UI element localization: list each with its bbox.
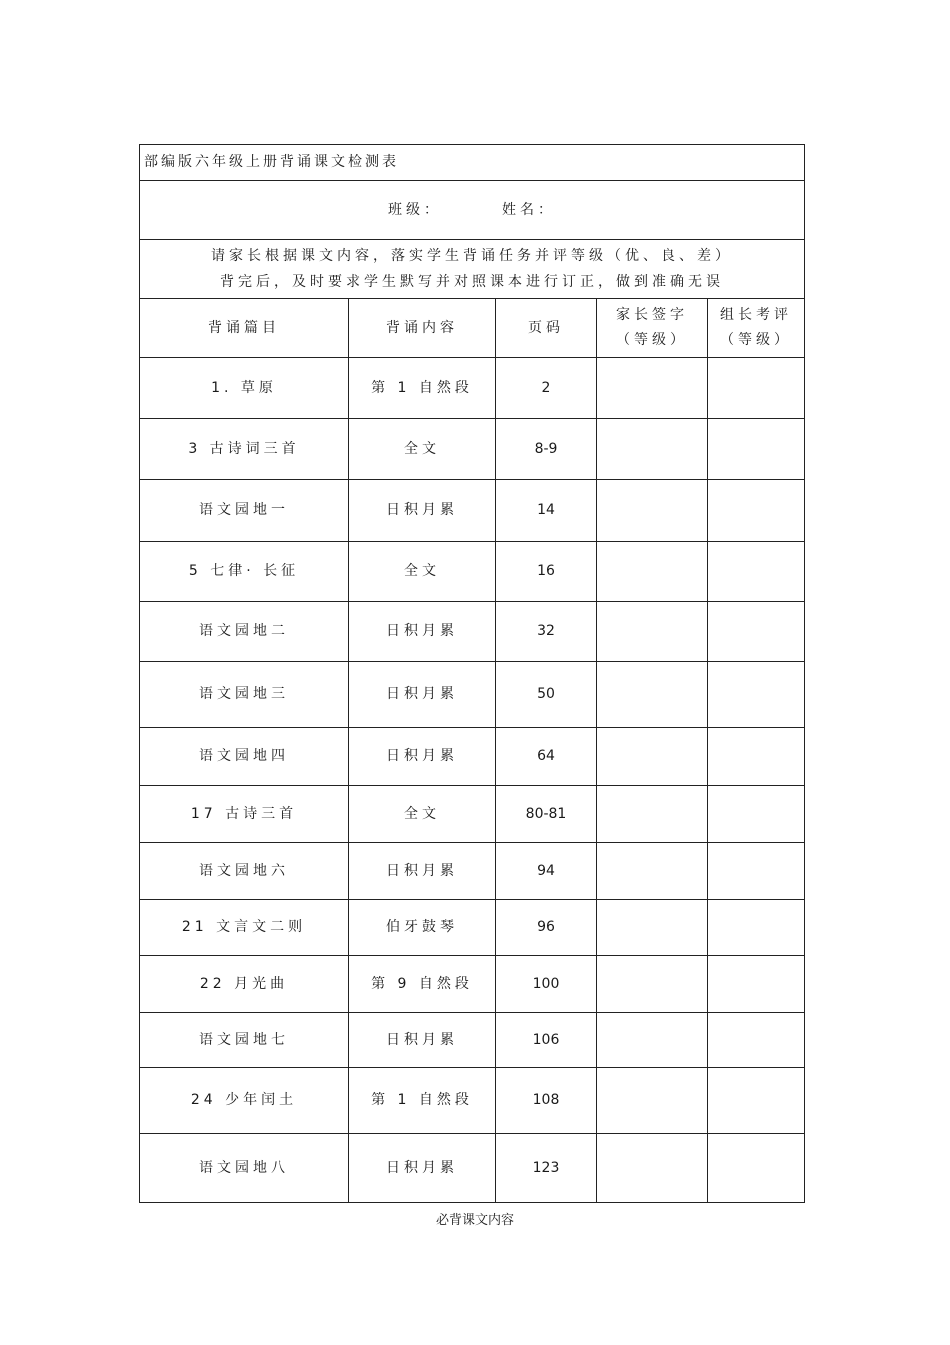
row-content: 日积月累 <box>349 480 496 542</box>
row-page: 123 <box>496 1134 597 1203</box>
parent-sign-cell[interactable] <box>597 1013 708 1068</box>
sheet-title: 部编版六年级上册背诵课文检测表 <box>140 145 805 181</box>
row-content: 日积月累 <box>349 843 496 900</box>
row-item: 语文园地一 <box>140 480 349 542</box>
table-row <box>140 419 805 480</box>
row-item: 3 古诗词三首 <box>140 419 349 480</box>
parent-sign-cell[interactable] <box>597 419 708 480</box>
row-content: 第 1 自然段 <box>349 358 496 419</box>
table-row <box>140 602 805 662</box>
leader-eval-cell[interactable] <box>708 956 805 1013</box>
parent-sign-cell[interactable] <box>597 728 708 786</box>
row-page: 8-9 <box>496 419 597 480</box>
row-page: 14 <box>496 480 597 542</box>
row-item: 24 少年闰土 <box>140 1068 349 1134</box>
row-item: 语文园地二 <box>140 602 349 662</box>
row-item: 语文园地六 <box>140 843 349 900</box>
table-row <box>140 1068 805 1134</box>
table-row <box>140 900 805 956</box>
parent-sign-cell[interactable] <box>597 602 708 662</box>
leader-eval-cell[interactable] <box>708 480 805 542</box>
header-row <box>140 299 805 358</box>
header-leader-eval: 组长考评 （等级） <box>708 299 805 358</box>
name-label: 姓名： <box>502 201 556 218</box>
table-row <box>140 786 805 843</box>
table-row <box>140 358 805 419</box>
footer-caption: 必背课文内容 <box>435 1213 514 1228</box>
parent-sign-cell[interactable] <box>597 900 708 956</box>
parent-sign-cell[interactable] <box>597 956 708 1013</box>
row-content: 日积月累 <box>349 602 496 662</box>
class-name-row <box>140 181 805 240</box>
row-item: 语文园地七 <box>140 1013 349 1068</box>
row-page: 64 <box>496 728 597 786</box>
row-page: 96 <box>496 900 597 956</box>
row-page: 2 <box>496 358 597 419</box>
leader-eval-cell[interactable] <box>708 1013 805 1068</box>
row-item: 语文园地四 <box>140 728 349 786</box>
row-content: 全文 <box>349 419 496 480</box>
row-content: 日积月累 <box>349 728 496 786</box>
row-content: 日积月累 <box>349 1013 496 1068</box>
recitation-table <box>139 144 805 1203</box>
row-content: 第 9 自然段 <box>349 956 496 1013</box>
row-page: 106 <box>496 1013 597 1068</box>
instruction-line-2: 背完后，及时要求学生默写并对照课本进行订正，做到准确无误 <box>220 274 724 290</box>
row-content: 日积月累 <box>349 662 496 728</box>
table-row <box>140 662 805 728</box>
row-item: 5 七律· 长征 <box>140 542 349 602</box>
table-row <box>140 480 805 542</box>
data-rows <box>140 358 805 1203</box>
table-row <box>140 843 805 900</box>
row-page: 50 <box>496 662 597 728</box>
parent-sign-cell[interactable] <box>597 1134 708 1203</box>
row-content: 全文 <box>349 542 496 602</box>
recitation-check-sheet <box>139 144 804 1203</box>
row-item: 17 古诗三首 <box>140 786 349 843</box>
row-item: 22 月光曲 <box>140 956 349 1013</box>
parent-sign-cell[interactable] <box>597 843 708 900</box>
title-row <box>140 145 805 181</box>
class-label: 班级： <box>388 201 442 218</box>
leader-eval-cell[interactable] <box>708 900 805 956</box>
leader-eval-cell[interactable] <box>708 542 805 602</box>
table-row <box>140 1134 805 1203</box>
parent-sign-cell[interactable] <box>597 662 708 728</box>
table-row <box>140 542 805 602</box>
row-content: 伯牙鼓琴 <box>349 900 496 956</box>
parent-sign-cell[interactable] <box>597 480 708 542</box>
parent-sign-cell[interactable] <box>597 786 708 843</box>
leader-eval-cell[interactable] <box>708 602 805 662</box>
leader-eval-cell[interactable] <box>708 843 805 900</box>
leader-eval-cell[interactable] <box>708 358 805 419</box>
header-item: 背诵篇目 <box>140 299 349 358</box>
row-page: 100 <box>496 956 597 1013</box>
row-item: 21 文言文二则 <box>140 900 349 956</box>
leader-eval-cell[interactable] <box>708 786 805 843</box>
leader-eval-cell[interactable] <box>708 728 805 786</box>
leader-eval-cell[interactable] <box>708 1068 805 1134</box>
instruction-line-1: 请家长根据课文内容，落实学生背诵任务并评等级（优、良、差） <box>211 248 733 264</box>
row-content: 日积月累 <box>349 1134 496 1203</box>
parent-sign-cell[interactable] <box>597 358 708 419</box>
leader-eval-cell[interactable] <box>708 419 805 480</box>
row-page: 94 <box>496 843 597 900</box>
row-item: 语文园地八 <box>140 1134 349 1203</box>
leader-eval-cell[interactable] <box>708 662 805 728</box>
leader-eval-cell[interactable] <box>708 1134 805 1203</box>
row-item: 1. 草原 <box>140 358 349 419</box>
row-content: 第 1 自然段 <box>349 1068 496 1134</box>
table-row <box>140 956 805 1013</box>
row-page: 16 <box>496 542 597 602</box>
parent-sign-cell[interactable] <box>597 1068 708 1134</box>
header-parent-sign: 家长签字 （等级） <box>597 299 708 358</box>
instructions-row <box>140 240 805 299</box>
row-page: 32 <box>496 602 597 662</box>
row-page: 108 <box>496 1068 597 1134</box>
table-row <box>140 728 805 786</box>
table-row <box>140 1013 805 1068</box>
row-item: 语文园地三 <box>140 662 349 728</box>
header-page: 页码 <box>496 299 597 358</box>
header-content: 背诵内容 <box>349 299 496 358</box>
row-page: 80-81 <box>496 786 597 843</box>
parent-sign-cell[interactable] <box>597 542 708 602</box>
row-content: 全文 <box>349 786 496 843</box>
